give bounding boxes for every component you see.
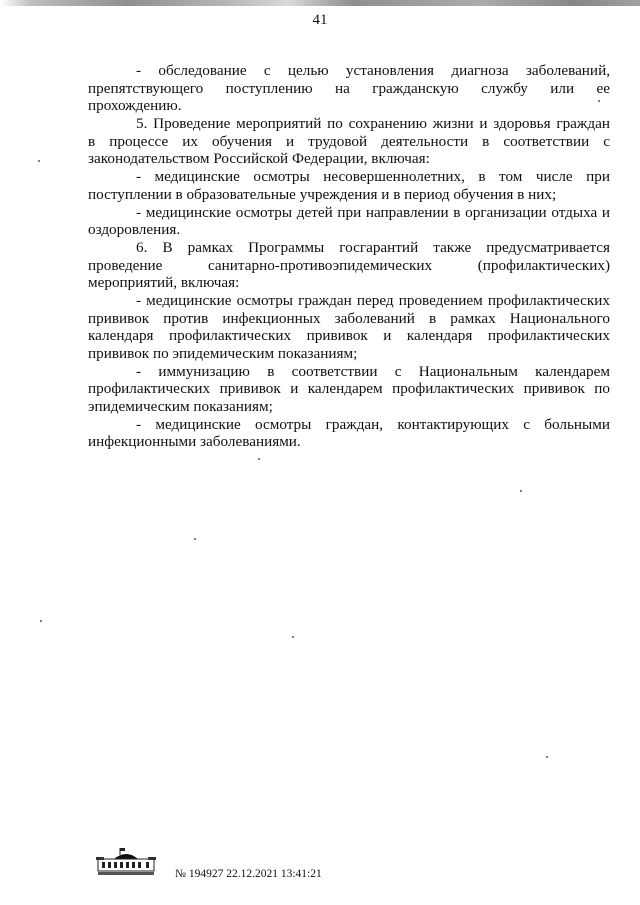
text-line: оздоровления. xyxy=(88,221,181,239)
paragraph xyxy=(88,363,610,416)
government-building-stamp-icon xyxy=(96,847,156,879)
paragraph xyxy=(88,204,610,239)
scan-speck xyxy=(292,636,294,638)
text-line: - медицинские осмотры граждан, контактирующих с больными xyxy=(136,415,610,433)
scan-speck xyxy=(38,160,40,162)
text-line: - медицинские осмотры детей при направлении в организации отдыха и xyxy=(136,203,610,221)
scan-speck xyxy=(520,490,522,492)
text-line: прививок по эпидемическим показаниям; xyxy=(88,345,358,362)
paragraph xyxy=(88,292,610,363)
paragraph xyxy=(88,168,610,203)
text-line: законодательством Российской Федерации, включая: xyxy=(88,150,430,168)
scan-speck xyxy=(258,458,260,460)
text-line: 5. Проведение мероприятий по сохранению жизни и здоровья граждан xyxy=(136,115,610,133)
text-line: мероприятий, включая: xyxy=(88,274,240,292)
text-line: прохождению. xyxy=(88,97,182,115)
paragraph xyxy=(88,416,610,451)
page-number: 41 xyxy=(312,12,328,28)
paragraph xyxy=(88,115,610,168)
text-line: проведение санитарно-противоэпидемических (профилактических) xyxy=(88,256,610,274)
text-line: эпидемическим показаниям; xyxy=(88,398,273,416)
scan-speck xyxy=(546,756,548,758)
text-line: поступлении в образовательные учреждения и в период обучения в них; xyxy=(88,185,557,203)
paragraph xyxy=(88,239,610,292)
text-line: - медицинские осмотры граждан перед проведением профилактических xyxy=(136,291,610,309)
scan-speck xyxy=(598,100,600,102)
document-body xyxy=(88,62,610,451)
text-line: прививок против инфекционных заболеваний в рамках Национального xyxy=(88,309,610,327)
text-line: профилактических прививок и календарем профилактических прививок по xyxy=(88,380,610,398)
scan-speck xyxy=(194,538,196,540)
paragraph xyxy=(88,62,610,115)
text-line: препятствующего поступлению на гражданскую службу или ее xyxy=(88,79,610,97)
scan-speck xyxy=(40,620,42,622)
text-line: - обследование с целью установления диагноза заболеваний, xyxy=(136,62,610,79)
text-line: инфекционными заболеваниями. xyxy=(88,433,301,451)
text-line: - иммунизацию в соответствии с Национальным календарем xyxy=(136,362,610,380)
registration-number: № 194927 22.12.2021 13:41:21 xyxy=(175,868,322,880)
scan-edge-artifact xyxy=(0,0,640,6)
text-line: - медицинские осмотры несовершеннолетних, в том числе при xyxy=(136,168,610,186)
text-line: 6. В рамках Программы госгарантий также предусматривается xyxy=(136,238,610,256)
text-line: календаря профилактических прививок и календаря профилактических xyxy=(88,327,610,345)
text-line: в процессе их обучения и трудовой деятельности в соответствии с xyxy=(88,132,610,150)
